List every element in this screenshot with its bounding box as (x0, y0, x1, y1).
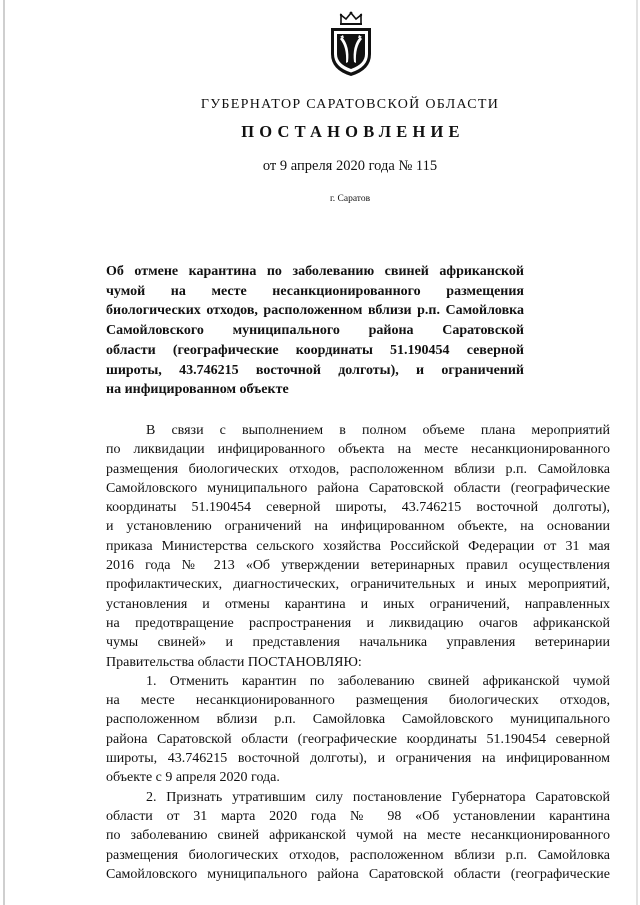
body-line: установления и отмены карантина и иных ограничений, направленных (106, 596, 610, 612)
issuer-heading: ГУБЕРНАТОР САРАТОВСКОЙ ОБЛАСТИ (200, 97, 500, 112)
coat-of-arms-icon (326, 10, 376, 78)
document-date-number: от 9 апреля 2020 года № 115 (262, 158, 438, 174)
scan-left-edge (3, 0, 5, 905)
body-line: координаты 51.190454 северной широты, 43.746215 восточной долготы), (106, 500, 610, 516)
title-line: широты, 43.746215 восточной долготы), и ограничений (106, 362, 524, 378)
body-line: Самойловского муниципального района Саратовской области (географические (106, 866, 610, 882)
body-line: размещения биологических отходов, расположенном вблизи р.п. Самойловка (106, 461, 610, 477)
document-city: г. Саратов (329, 194, 371, 204)
body-line: В связи с выполнением в полном объеме плана мероприятий (146, 423, 610, 438)
body-line: Самойловского муниципального района Саратовской области (географические (106, 480, 610, 496)
body-line: 2016 года № 213 «Об утверждении ветеринарных правил осуществления (106, 558, 610, 574)
body-line: района Саратовской области (географические координаты 51.190454 северной (106, 731, 610, 747)
body-line: профилактических, диагностических, ограничительных и иных мероприятий, (106, 577, 610, 593)
title-line: на инфицированном объекте (106, 382, 289, 398)
body-line: по ликвидации инфицированного объекта на месте несанкционированного (106, 442, 610, 458)
body-line: широты, 43.746215 восточной долготы), и ограничения на инфицированном (106, 751, 610, 767)
title-line: Самойловского муниципального района Саратовской (106, 323, 524, 339)
title-line: Об отмене карантина по заболеванию свиней африканской (106, 264, 524, 279)
body-line: 2. Признать утратившим силу постановление Губернатора Саратовской (146, 789, 610, 805)
body-line: Правительства области ПОСТАНОВЛЯЮ: (106, 654, 362, 670)
body-line: по заболеванию свиней африканской чумой на месте несанкционированного (106, 828, 610, 844)
document-body (106, 421, 610, 884)
body-line: и установлению ограничений на инфицированном объекте, на основании (106, 519, 610, 535)
body-line: на месте несанкционированного размещения биологических отходов, (106, 693, 610, 709)
title-line: области (географические координаты 51.190454 северной (106, 342, 524, 358)
body-line: на предотвращение распространения и ликвидацию очагов африканской (106, 615, 610, 631)
body-line: расположенном вблизи р.п. Самойловка Самойловского муниципального (106, 712, 610, 728)
body-line: приказа Министерства сельского хозяйства Российской Федерации от 31 мая (106, 538, 610, 554)
document-type: ПОСТАНОВЛЕНИЕ (241, 122, 465, 141)
body-line: области от 31 марта 2020 года № 98 «Об установлении карантина (106, 808, 610, 824)
body-line: 1. Отменить карантин по заболеванию свиней африканской чумой (146, 673, 610, 689)
title-line: биологических отходов, расположенном вблизи р.п. Самойловка (106, 303, 524, 319)
body-line: размещения биологических отходов, расположенном вблизи р.п. Самойловка (106, 847, 610, 863)
document-title (106, 262, 524, 400)
title-line: чумой на месте несанкционированного размещения (106, 283, 524, 299)
body-line: объекте с 9 апреля 2020 года. (106, 770, 280, 786)
body-line: чумы свиней» и представления начальника управления ветеринарии (106, 635, 610, 651)
